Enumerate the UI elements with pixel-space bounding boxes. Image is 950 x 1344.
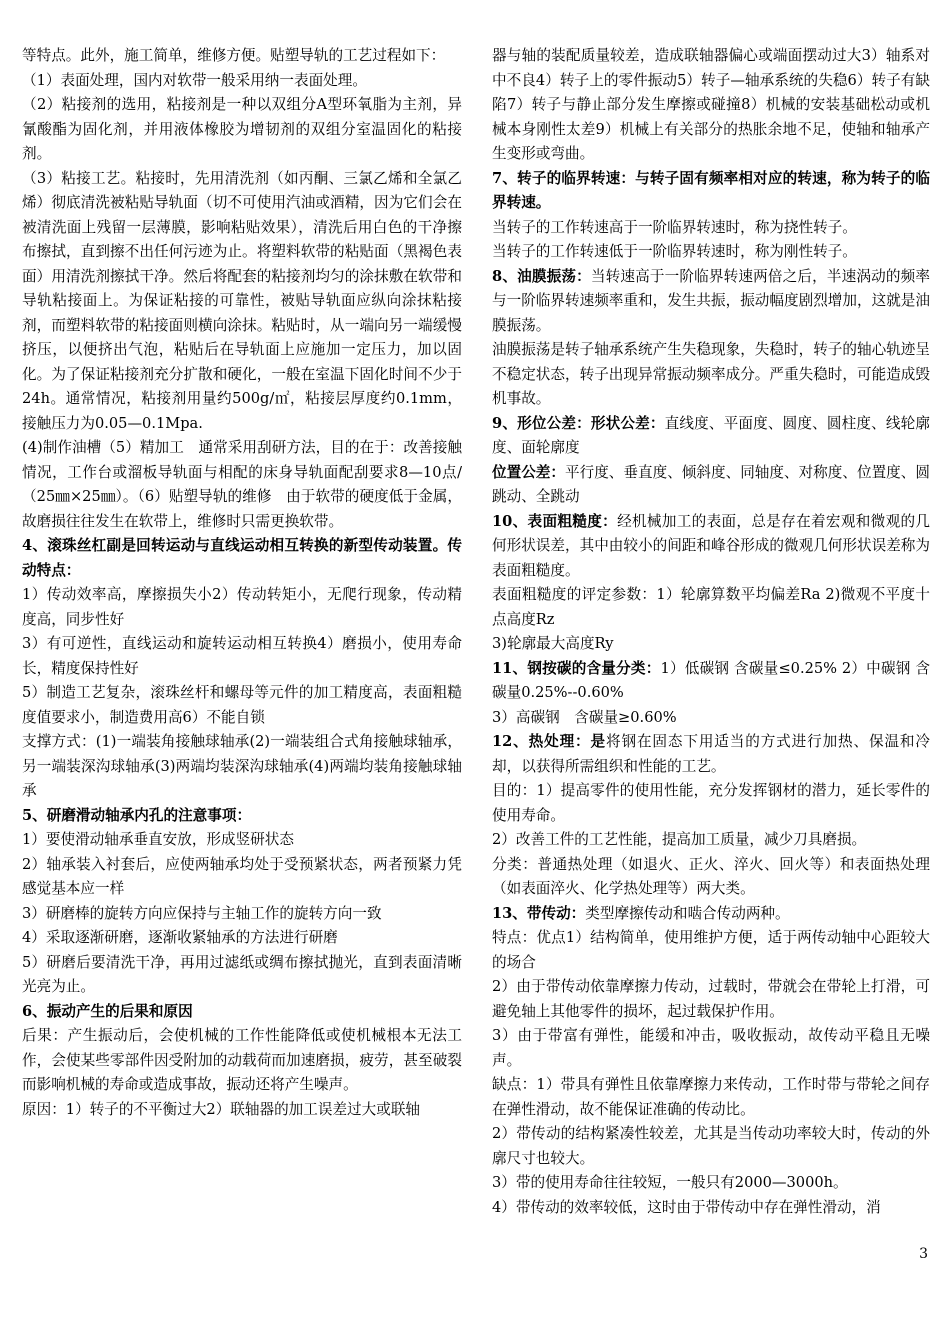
paragraph-text: 油膜振荡是转子轴承系统产生失稳现象，失稳时，转子的轴心轨迹呈不稳定状态，转子出现异常振动频率成分。严重失稳时，可能造成毁机事故。	[492, 341, 930, 407]
paragraph-heading: 13、带传动：	[492, 904, 586, 922]
paragraph-heading: 位置公差：	[492, 463, 565, 481]
paragraph	[492, 265, 930, 339]
paragraph	[492, 779, 930, 828]
paragraph-text: 4）带传动的效率较低，这时由于带传动中存在弹性滑动，消	[492, 1198, 881, 1216]
paragraph-heading: 11、钢按碳的含量分类：	[492, 659, 661, 677]
paragraph	[492, 583, 930, 632]
paragraph-text: 当转速高于一阶临界转速两倍之后，半速涡动的频率与一阶临界转速频率重和，发生共振，振动幅度剧烈增加，这就是油膜振荡。	[492, 267, 930, 334]
paragraph-text: 类型摩擦传动和啮合传动两种。	[585, 904, 790, 922]
paragraph-text: （2）粘接剂的选用，粘接剂是一种以双组分A型环氧脂为主剂，异氰酸酯为固化剂，并用液体橡胶为增韧剂的双组分室温固化的粘接剂。	[22, 96, 462, 162]
paragraph-text: 3）由于带富有弹性，能缓和冲击，吸收振动，故传动平稳且无噪声。	[492, 1027, 930, 1069]
paragraph	[492, 1024, 930, 1073]
paragraph	[492, 510, 930, 584]
paragraph	[492, 412, 930, 461]
paragraph	[22, 902, 462, 927]
paragraph-text: 2）由于带传动依靠摩擦力传动，过载时，带就会在带轮上打滑，可避免轴上其他零件的损坏，起过载保护作用。	[492, 978, 930, 1020]
paragraph	[22, 951, 462, 1000]
right-column	[492, 44, 930, 1220]
paragraph-text: 当转子的工作转速低于一阶临界转速时，称为刚性转子。	[492, 243, 857, 260]
left-column	[22, 44, 462, 1122]
paragraph-text: 3）有可逆性，直线运动和旋转运动相互转换4）磨损小，使用寿命长，精度保持性好	[22, 635, 462, 677]
paragraph	[492, 853, 930, 902]
paragraph-text: 表面粗糙度的评定参数：1）轮廓算数平均偏差Ra 2)微观不平度十点高度Rz	[492, 586, 930, 628]
paragraph	[22, 534, 462, 583]
paragraph-text: 原因：1）转子的不平衡过大2）联轴器的加工误差过大或联轴	[22, 1100, 421, 1118]
paragraph-text: 当转子的工作转速高于一阶临界转速时，称为挠性转子。	[492, 218, 857, 236]
paragraph-text: 5）研磨后要清洗干净，再用过滤纸或绸布擦拭抛光，直到表面清晰光亮为止。	[22, 953, 462, 995]
paragraph-text: 2）轴承装入衬套后，应使两轴承均处于受预紧状态，两者预紧力凭感觉基本应一样	[22, 855, 462, 897]
paragraph-text: 5）制造工艺复杂，滚珠丝杆和螺母等元件的加工精度高，表面粗糙度值要求小，制造费用高6）不能自锁	[22, 684, 462, 726]
paragraph-text: 器与轴的装配质量较差，造成联轴器偏心或端面摆动过大3）轴系对中不良4）转子上的零件振动5）转子—轴承系统的失稳6）转子有缺陷7）转子与静止部分发生摩擦或碰撞8）机械的安装基础松动或机械本身刚性太差9）机械上有关部分的热胀余地不足，使轴和轴承产生变形或弯曲。	[492, 47, 930, 162]
paragraph	[22, 828, 462, 853]
paragraph-text: 3）带的使用寿命往往较短，一般只有2000—3000h。	[492, 1174, 848, 1191]
paragraph	[22, 926, 462, 951]
paragraph	[22, 44, 462, 69]
paragraph	[492, 1073, 930, 1122]
paragraph	[22, 681, 462, 730]
paragraph-text: 1）要使滑动轴承垂直安放，形成竖研状态	[22, 831, 294, 848]
paragraph-text: 分类：普通热处理（如退火、正火、淬火、回火等）和表面热处理（如表面淬火、化学热处理等）两大类。	[492, 855, 930, 897]
paragraph-text: 平行度、垂直度、倾斜度、同轴度、对称度、位置度、圆跳动、全跳动	[492, 463, 930, 505]
paragraph-heading: 9、形位公差：形状公差：	[492, 414, 665, 432]
paragraph-text: 4、滚珠丝杠副是回转运动与直线运动相互转换的新型传动装置。传动特点：	[22, 537, 462, 579]
paragraph	[492, 902, 930, 927]
paragraph	[22, 632, 462, 681]
paragraph	[492, 632, 930, 657]
paragraph-heading: 12、热处理：是	[492, 733, 607, 750]
paragraph	[492, 216, 930, 241]
paragraph-text: 3）高碳钢 含碳量≥0.60%	[492, 708, 677, 726]
paragraph	[22, 1098, 462, 1123]
paragraph-text: 支撑方式：(1)一端装角接触球轴承(2)一端装组合式角接触球轴承，另一端装深沟球轴承(3)两端均装深沟球轴承(4)两端均装角接触球轴承	[22, 733, 462, 799]
paragraph-heading: 8、油膜振荡：	[492, 267, 591, 285]
paragraph-text: 2）改善工件的工艺性能，提高加工质量，减少刀具磨损。	[492, 831, 867, 848]
paragraph-text: 4）采取逐渐研磨，逐渐收紧轴承的方法进行研磨	[22, 929, 338, 946]
paragraph	[492, 1171, 930, 1196]
paragraph-text: 6、振动产生的后果和原因	[22, 1002, 193, 1020]
paragraph	[22, 167, 462, 437]
page-number: 3	[919, 1246, 928, 1262]
paragraph-text: 直线度、平面度、圆度、圆柱度、线轮廓度、面轮廓度	[492, 414, 931, 456]
paragraph-text: 3)轮廓最大高度Ry	[492, 635, 614, 652]
paragraph	[22, 436, 462, 534]
paragraph	[492, 167, 930, 216]
paragraph-text: 等特点。此外，施工简单，维修方便。贴塑导轨的工艺过程如下：	[22, 47, 446, 64]
paragraph	[22, 853, 462, 902]
paragraph	[492, 240, 930, 265]
paragraph	[22, 804, 462, 829]
paragraph	[492, 828, 930, 853]
paragraph-heading: 10、表面粗糙度：	[492, 512, 618, 530]
paragraph	[492, 338, 930, 412]
paragraph-text: 1）传动效率高，摩擦损失小2）传动转矩小，无爬行现象，传动精度高，同步性好	[22, 586, 462, 628]
paragraph-text: 7、转子的临界转速：与转子固有频率相对应的转速，称为转子的临界转速。	[492, 169, 930, 211]
paragraph	[22, 69, 462, 94]
paragraph-text: 后果：产生振动后，会使机械的工作性能降低或使机械根本无法工作，会使某些零部件因受附加的动载荷而加速磨损，疲劳，甚至破裂而影响机械的寿命或造成事故，振动还将产生噪声。	[22, 1027, 462, 1093]
paragraph	[492, 461, 930, 510]
paragraph-text: （3）粘接工艺。粘接时，先用清洗剂（如丙酮、三氯乙烯和全氯乙烯）彻底清洗被粘贴导轨面（切不可使用汽油或酒精，因为它们会在被清洗面上残留一层薄膜，影响粘贴效果），清洗后用白色的干净擦布擦拭，直到擦不出任何污迹为止。将塑料软带的粘贴面（黑褐色表面）用清洗剂擦拭干净。然后将配套的粘接剂均匀的涂抹敷在软带和导轨粘接面上。为保证粘接的可靠性，被贴导轨面应纵向涂抹粘接剂，而塑料软带的粘接面则横向涂抹。粘贴时，从一端向另一端缓慢挤压，以便挤出气泡，粘贴后在导轨面上应施加一定压力，加以固化。为了保证粘接剂充分扩散和硬化，一般在室温下固化时间不少于24h。通常情况，粘接剂用量约500g/㎡，粘接层厚度约0.1mm，接触压力为0.05—0.1Mpa.	[22, 169, 462, 432]
paragraph	[492, 1196, 930, 1221]
paragraph-text: 特点：优点1）结构简单，使用维护方便，适于两传动轴中心距较大的场合	[492, 929, 930, 971]
paragraph	[492, 657, 930, 706]
paragraph-text: 将钢在固态下用适当的方式进行加热、保温和冷却，以获得所需组织和性能的工艺。	[492, 733, 930, 775]
paragraph-text: 2）带传动的结构紧凑性较差，尤其是当传动功率较大时，传动的外廓尺寸也较大。	[492, 1125, 930, 1167]
paragraph	[492, 730, 930, 779]
paragraph-text: （1）表面处理，国内对软带一般采用纳一表面处理。	[22, 71, 367, 89]
paragraph	[492, 706, 930, 731]
paragraph	[22, 730, 462, 804]
paragraph-text: (4)制作油槽（5）精加工 通常采用刮研方法，目的在于：改善接触情况，工作台或溜板导轨面与相配的床身导轨面配刮要求8—10点/（25㎜×25㎜）。（6）贴塑导轨的维修 由于软带的硬度低于金属，故磨损往往发生在软带上，维修时只需更换软带。	[22, 439, 462, 530]
paragraph	[492, 926, 930, 975]
paragraph	[492, 44, 930, 167]
paragraph	[22, 583, 462, 632]
paragraph	[22, 1000, 462, 1025]
paragraph-text: 经机械加工的表面，总是存在着宏观和微观的几何形状误差，其中由较小的间距和峰谷形成的微观几何形状误差称为表面粗糙度。	[492, 512, 930, 579]
paragraph-text: 缺点：1）带具有弹性且依靠摩擦力来传动，工作时带与带轮之间存在弹性滑动，故不能保证准确的传动比。	[492, 1076, 930, 1118]
paragraph	[22, 1024, 462, 1098]
paragraph-text: 5、研磨滑动轴承内孔的注意事项：	[22, 806, 252, 824]
paragraph	[492, 1122, 930, 1171]
paragraph-text: 1）低碳钢 含碳量≤0.25% 2）中碳钢 含碳量0.25%--0.60%	[492, 659, 931, 701]
paragraph-text: 3）研磨棒的旋转方向应保持与主轴工作的旋转方向一致	[22, 904, 382, 922]
paragraph-text: 目的：1）提高零件的使用性能，充分发挥钢材的潜力，延长零件的使用寿命。	[492, 782, 930, 824]
paragraph	[492, 975, 930, 1024]
paragraph	[22, 93, 462, 167]
